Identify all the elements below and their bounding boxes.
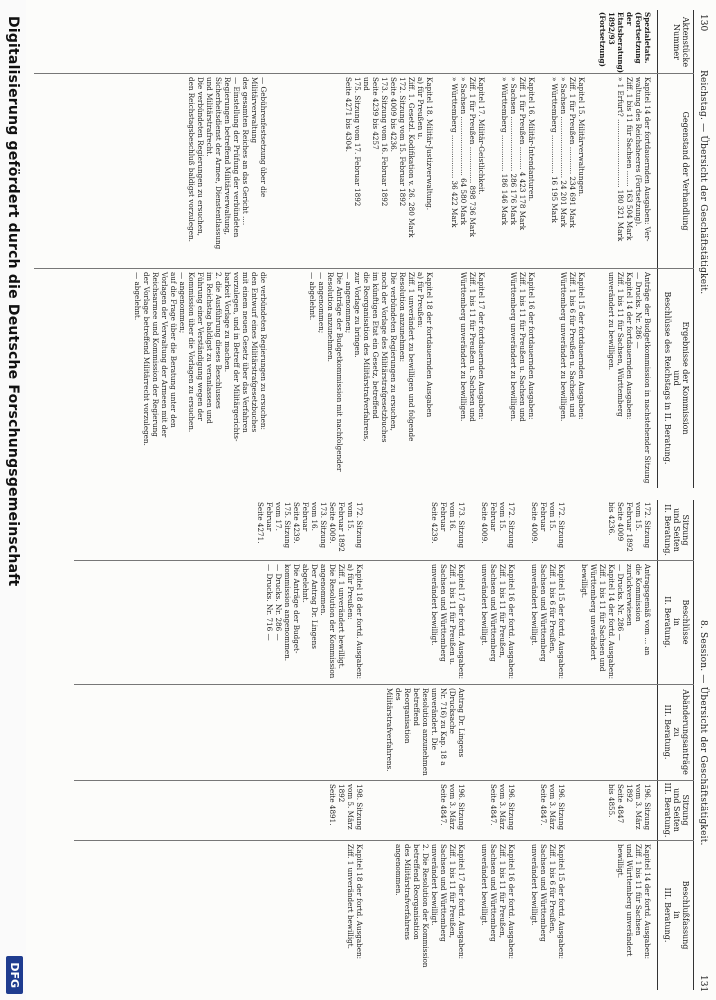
right-row3-beschluss: Kapitel 16 der fortd. Ausgaben: Ziff. 1 bis 11 für Preußen, Sachsen und Württemberg unverändert bewilligt.: [480, 564, 516, 680]
right-col5-header: Beschlußfassung in III. Beratung.: [662, 880, 690, 950]
left-row2-result: Kapitel 15 der fortdauernden Ausgaben: Ziff. 1 bis 6 für Preußen u. Sachsen und Württemberg unverändert zu bewilligen.: [559, 272, 586, 422]
right-divider-2: [74, 684, 694, 685]
right-row5-beschluss: Kapitel 18 der fortd. Ausgaben: a) für Preußen: Ziff. 1 unverändert bewilligt. Die Resolution der Kommission angenommen. Der Antrag Dr. Lingens abgelehnt. Die Anträge der Budget- kommission angenommen. — Drucks. Nr. 286 — — Drucks. Nr. 716 —: [265, 564, 364, 680]
right-col1-header: Sitzung und Seiten II. Beratung.: [662, 504, 690, 556]
right-row5-antraege: [304, 688, 364, 778]
right-row3-antraege: [470, 688, 516, 778]
right-row2-antraege: [520, 688, 566, 778]
right-row1-beschluss: Antragsgemäß vom ... an die Kommission zurückverwiesen — Drucks. Nr. 286 — Kapitel 14 der fortd. Ausgaben: Ziff. 1 bis 11 für Sachsen und Württemberg unverändert bewilligt.: [580, 564, 652, 680]
right-divider-3: [74, 780, 694, 781]
left-row4-subject: Kapitel 17. Militär-Geistlichkeit. Ziff. 1 für Preußen ................ 898 736 Mark » Sachsen .......................... 64 580 Mark » Württemberg ................... 36 422 Mark: [450, 77, 486, 237]
left-row-label: Spezialetats. (Fortsetzung der Etatsberatung) 1892/93 (Fortsetzung): [598, 12, 652, 74]
right-running-head: 8. Session. — Übersicht der Geschäftstätigkeit.: [698, 620, 708, 846]
left-header-top-rule: [693, 10, 694, 488]
right-folio: 131: [698, 975, 708, 993]
right-row5-beschluss-iii: Kapitel 18 der fortd. Ausgaben: Ziff. 1 unverändert bewilligt.: [346, 844, 364, 960]
left-col1-header: Aktenstücke Nummer: [671, 16, 690, 68]
left-row3-result: Kapitel 16 der fortdauernden Ausgaben: Ziff. 1 bis 11 für Preußen u. Sachsen und Württemberg unverändert zu bewilligen.: [509, 272, 536, 422]
right-row4-sitzung-iii: 196. Sitzung vom 3. März Seite 4847.: [439, 784, 466, 831]
left-running-head: Reichstag. — Übersicht der Geschäftstätigkeit.: [698, 70, 708, 295]
dfg-logo: DFG: [6, 956, 23, 994]
right-row1-beschluss-iii: Kapitel 14 der fortd. Ausgaben: Ziff. 1 bis 11 für Sachsen und Württemberg unverändert bewilligt.: [616, 844, 652, 960]
right-row2-sitzung: 172. Sitzung vom 15. Februar Seite 4009.: [530, 502, 566, 549]
right-header-bottom-rule: [657, 500, 658, 990]
right-row1-sitzung: 172. Sitzung vom 15. Februar 1892 Seite 4009 bis 4236.: [607, 502, 652, 552]
left-divider-1: [34, 73, 694, 74]
right-row4-beschluss: Kapitel 17 der fortd. Ausgaben: Ziff. 1 bis 11 für Preußen u. Sachsen und Württemberg unverändert bewilligt.: [430, 564, 466, 680]
left-row2-subject: Kapitel 15. Militärverwaltungen. Ziff. 1 für Preußen ............ 234 691 Mark » Sachsen ........................... 24 201 Mark » Württemberg ................. 16 195 Mark: [550, 77, 586, 228]
dfg-funding-note: Digitalisierung gefördert durch die Deutsche Forschungsgemeinschaft: [5, 16, 21, 587]
right-divider-1: [74, 560, 694, 561]
left-header-bottom-rule: [657, 10, 658, 488]
right-header-top-rule: [693, 500, 694, 990]
left-divider-2: [34, 268, 694, 269]
left-col3-header: Ergebnisse der Kommission und Beschlüsse des Reichstags in II. Beratung.: [662, 291, 690, 465]
right-col3-header: Abänderungsanträge zu III. Beratung.: [662, 689, 690, 775]
left-row3-subject: Kapitel 16. Militär-Intendanturen. Ziff. 1 für Preußen .......... 4 423 178 Mark » Sachsen ........................ 286 176 Mark » Württemberg ................ 186 146 Mark: [500, 77, 536, 231]
right-row2-beschluss-iii: Kapitel 15 der fortd. Ausgaben: Ziff. 1 bis 6 für Preußen, Sachsen und Württemberg unverändert bewilligt.: [530, 844, 566, 960]
left-row4-result: Kapitel 17 der fortdauernden Ausgaben: Ziff. 1 bis 11 für Preußen u. Sachsen und Württemberg unverändert zu bewilligen.: [459, 272, 486, 422]
right-row3-beschluss-iii: Kapitel 16 der fortd. Ausgaben: Ziff. 1 bis 11 für Preußen, Sachsen und Württemberg unverändert bewilligt.: [480, 844, 516, 960]
left-row6-subject: — Gebührenfestsetzung über die Militärverwaltung des gesamten Reiches an das Gericht .... — Einstellung der Prüfung der verbündeten Regierungen betreffend Militärverwaltung, Sicherheitsdienst der Armee, Dienstentlassung und Militärstrafrecht. Die verbündeten Regierungen zu ersuchen, den Reichstagsbeschluß baldigst vorzulegen.: [187, 77, 268, 250]
left-row1-result: Anträge der Budgetkommission in nachstehender Sitzung — Drucks. Nr. 286 — Kapitel 14 der fortdauernden Ausgaben: Ziff. 1 bis 11 für Sachsen, Württemberg unverändert zu bewilligen.: [607, 272, 652, 484]
right-row1-sitzung-iii: 196. Sitzung vom 3. März 1892 Seite 4847 bis 4855.: [607, 784, 652, 831]
right-col2-header: Beschlüsse in II. Beratung.: [662, 596, 690, 648]
left-row6-result: die verbündeten Regierungen zu ersuchen: den Entwurf eines Militärstrafgesetzbuches mit einem neuen Gesetz über das Verfahren vorzulegen, und in Betreff der Militärgerichts- barkeit Vorlage zu machen. 2. die Ausführung dieses Beschlusses im Reichstag baldigst zu veranlassen und Führung einer Verständigung wegen der Kommission über die Vorlagen zu ersuchen. — angenommen; auf die Frage über die Beratung unter den Vorlagen der Verwaltung der Armeen mit der Reichsarmee und Kommission der Regierung der Vorlage betreffend Militärrecht vorzulegen. — abgelehnt.: [133, 272, 268, 446]
right-row4-beschluss-iii: Kapitel 17 der fortd. Ausgaben: Ziff. 1 bis 11 für Preußen, Sachsen und Württemberg unverändert bewilligt. 2. Die Resolution der Kommission betreffend Reorganisation des Militärstrafverfahrens angenommen.: [394, 844, 466, 968]
right-row5-sitzung: 172. Sitzung vom 15. Februar 1892 Seite 4009. 173. Sitzung vom 16. Februar Seite 4239. 175. Sitzung vom 17. Februar Seite 4271.: [256, 502, 364, 552]
right-row1-antraege: [590, 688, 652, 778]
right-row3-sitzung: 172. Sitzung vom 15. Februar Seite 4009.: [480, 502, 516, 549]
left-col2-header: Gegenstand der Verhandlung: [681, 111, 690, 231]
dfg-banner: [0, 0, 26, 1000]
right-divider-4: [74, 840, 694, 841]
right-row4-sitzung: 173. Sitzung vom 16. Februar Seite 4239.: [430, 502, 466, 549]
right-row2-sitzung-iii: 196. Sitzung vom 3. März Seite 4847.: [539, 784, 566, 831]
left-row5-result: Kapitel 18 der fortdauernden Ausgaben a) für Preußen: Ziff. 1 unverändert zu bewilligen und folgende Resolution anzunehmen: Die verbündeten Regierungen zu ersuchen, noch der Vorlage des Militärstrafgesetzbuches im künftigen Etat ein Gesetz, betreffend die Reorganisation des Militärstrafverfahrens, zur Vorlage zu bringen. — angenommen; Die Anträge der Budgetkommission mit nachfolgender Resolution anzunehmen. — angenommen; — abgelehnt.: [308, 272, 434, 472]
right-row3-sitzung-iii: 196. Sitzung vom 3. März Seite 4847.: [489, 784, 516, 831]
right-col4-header: Sitzung und Seiten III. Beratung.: [662, 782, 690, 838]
left-row1-subject: Kapitel 14 der fortdauernden Ausgaben: Ver- waltung des Reichsheeres (Fortsetzung). Ziff. 1 bis 11 für Sachsen ....... 163 504 Mark » 1 Erfurt? .............................. 180 321 Mark: [616, 77, 652, 242]
left-folio: 130: [698, 14, 708, 32]
left-row5-subject: Kapitel 18. Militär-Justizverwaltung. a) für Preußen u. Ziff. 1. Gesetzl. Kodifikation v. 26. 280 Mark 172. Sitzung vom 15. Februar 1892 Seite 4009 bis 4236. 173. Sitzung vom 16. Februar 1892 Seite 4239 bis 4257 und 175. Sitzung vom 17. Februar 1892 Seite 4271 bis 4304.: [344, 77, 434, 238]
right-row4-antraege: Antrag Dr. Lingens (Drucksache Nr. 716) zu Kap. 18 a unverändert. Die Resolution anzunehmen betreffend Reorganisation des Militärstrafverfahrens.: [385, 688, 466, 776]
right-row2-beschluss: Kapitel 15 der fortd. Ausgaben: Ziff. 1 bis 6 für Preußen, Sachsen und Württemberg unverändert bewilligt.: [530, 564, 566, 680]
right-row5-sitzung-iii: 198. Sitzung vom 5. März 1892 Seite 4891.: [328, 784, 364, 831]
